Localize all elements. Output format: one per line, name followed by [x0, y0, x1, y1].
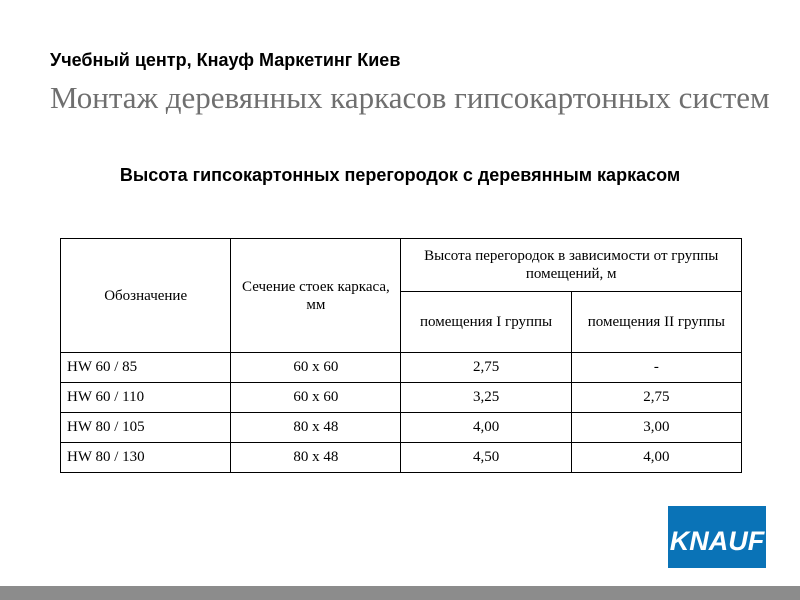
knauf-logo-text: KNAUF	[669, 526, 765, 556]
row-designation: HW 60 / 85	[61, 353, 231, 383]
knauf-logo	[668, 506, 766, 568]
table-row	[61, 383, 742, 413]
partition-height-table	[60, 238, 742, 473]
row-group-1-height: 2,75	[401, 353, 571, 383]
header-group-1: помещения I группы	[401, 292, 571, 353]
row-designation: HW 80 / 105	[61, 413, 231, 443]
row-group-1-height: 4,50	[401, 443, 571, 473]
row-section: 80 х 48	[231, 413, 401, 443]
organization-label: Учебный центр, Кнауф Маркетинг Киев	[50, 50, 401, 70]
row-group-2-height: 2,75	[571, 383, 741, 413]
row-section: 60 х 60	[231, 383, 401, 413]
table-row	[61, 443, 742, 473]
row-group-1-height: 3,25	[401, 383, 571, 413]
row-group-2-height: 4,00	[571, 443, 741, 473]
row-group-1-height: 4,00	[401, 413, 571, 443]
table-title: Высота гипсокартонных перегородок с деревянным каркасом	[119, 165, 681, 185]
row-section: 80 х 48	[231, 443, 401, 473]
table-row	[61, 413, 742, 443]
page-title: Монтаж деревянных каркасов гипсокартонных систем	[50, 80, 770, 115]
header-section: Сечение стоек каркаса, мм	[231, 239, 401, 353]
header-height-group: Высота перегородок в зависимости от группы помещений, м	[401, 239, 742, 292]
row-group-2-height: 3,00	[571, 413, 741, 443]
header-group-2: помещения II группы	[571, 292, 741, 353]
row-group-2-height: -	[571, 353, 741, 383]
table-row	[61, 353, 742, 383]
header-designation: Обозначение	[61, 239, 231, 353]
row-designation: HW 60 / 110	[61, 383, 231, 413]
row-designation: HW 80 / 130	[61, 443, 231, 473]
row-section: 60 х 60	[231, 353, 401, 383]
footer-bar	[0, 586, 800, 600]
